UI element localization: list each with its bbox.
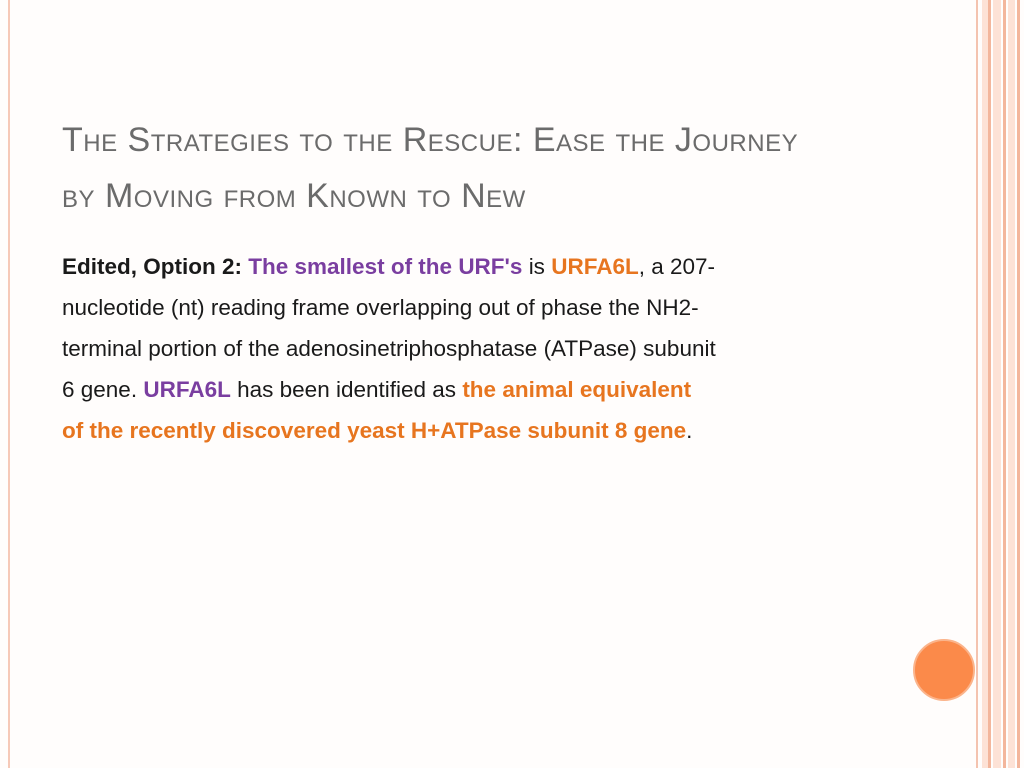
right-decorative-stripe bbox=[1008, 0, 1015, 768]
body-line-3: terminal portion of the adenosinetriphosphatase (ATPase) subunit bbox=[62, 336, 716, 361]
highlight-phrase-orange: of the recently discovered yeast H+ATPase subunit 8 gene bbox=[62, 418, 687, 443]
right-decorative-stripe bbox=[993, 0, 1001, 768]
body-text: , a 207- bbox=[638, 254, 716, 279]
body-text: . bbox=[686, 418, 693, 443]
body-paragraph bbox=[62, 246, 902, 451]
slide-title bbox=[62, 112, 922, 224]
body-line-2: nucleotide (nt) reading frame overlapping out of phase the NH2- bbox=[62, 295, 699, 320]
right-decorative-stripe bbox=[988, 0, 991, 768]
left-border-line bbox=[8, 0, 10, 768]
body-line-4 bbox=[62, 369, 902, 410]
body-text: 6 gene. bbox=[62, 377, 138, 402]
highlight-phrase-purple: The smallest of the URF's bbox=[248, 254, 523, 279]
body-line-5 bbox=[62, 410, 902, 451]
body-text-is: is bbox=[528, 254, 545, 279]
decorative-circle bbox=[913, 639, 975, 701]
body-text: has been identified as bbox=[237, 377, 457, 402]
title-line-1: The Strategies to the Rescue: Ease the Journey bbox=[62, 121, 799, 159]
highlight-term-orange: URFA6L bbox=[551, 254, 639, 279]
right-decorative-stripe bbox=[976, 0, 978, 768]
highlight-phrase-orange: the animal equivalent bbox=[462, 377, 692, 402]
title-line-2: by Moving from Known to New bbox=[62, 177, 526, 215]
body-line-1 bbox=[62, 246, 902, 287]
option-label: Edited, Option 2: bbox=[62, 254, 242, 279]
highlight-term-purple: URFA6L bbox=[143, 377, 231, 402]
right-decorative-stripe bbox=[1003, 0, 1006, 768]
right-decorative-stripe bbox=[1017, 0, 1020, 768]
